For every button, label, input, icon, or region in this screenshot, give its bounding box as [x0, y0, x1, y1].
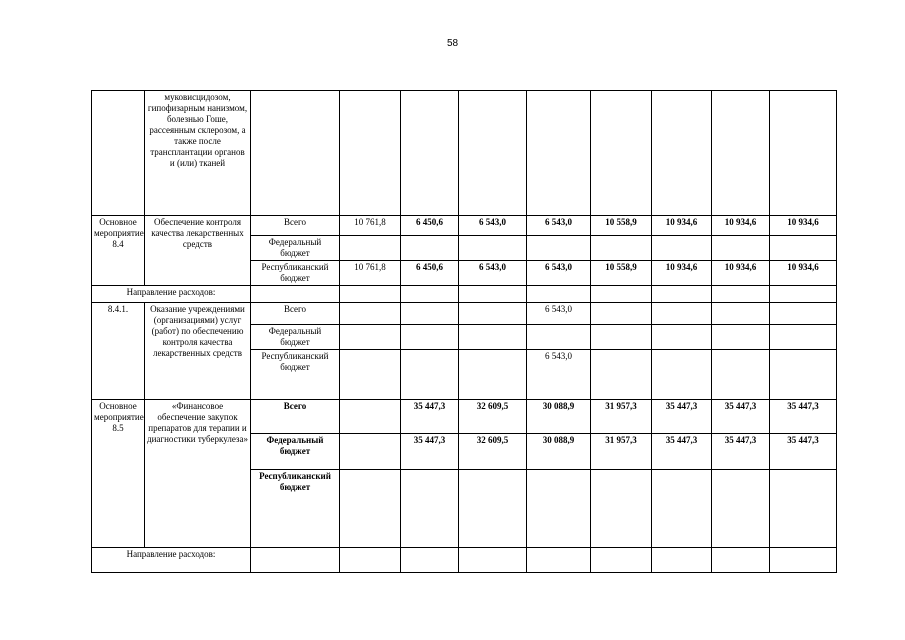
value-cell: 10 934,6: [770, 261, 837, 286]
value-cell: 6 543,0: [527, 261, 591, 286]
source-label: Всего: [251, 216, 340, 236]
value-cell: 10 934,6: [652, 216, 712, 236]
direction-label: Направление расходов:: [92, 548, 251, 573]
page-number: 58: [446, 38, 459, 49]
value-cell: 35 447,3: [401, 434, 459, 470]
table-row: [92, 400, 837, 434]
value-cell: 6 450,6: [401, 261, 459, 286]
measure-name: Обеспечение контроля качества лекарственных средств: [145, 216, 251, 286]
value-cell: 6 543,0: [459, 261, 527, 286]
value-cell: 35 447,3: [712, 434, 770, 470]
value-cell: 10 761,8: [340, 261, 401, 286]
table-row: [92, 548, 837, 573]
budget-table: [91, 90, 837, 573]
value-cell: 10 934,6: [770, 216, 837, 236]
value-cell: 31 957,3: [591, 400, 652, 434]
source-label: Всего: [251, 400, 340, 434]
measure-code: 8.4.1.: [92, 303, 145, 400]
value-cell: 10 558,9: [591, 261, 652, 286]
value-cell: 6 543,0: [527, 216, 591, 236]
source-label: Федеральный бюджет: [251, 434, 340, 470]
source-label: Республиканский бюджет: [251, 470, 340, 548]
value-cell: 6 450,6: [401, 216, 459, 236]
measure-name: Оказание учреждениями (организациями) услуг (работ) по обеспечению контроля качества лекарственных средств: [145, 303, 251, 400]
value-cell: 6 543,0: [527, 350, 591, 400]
measure-name-continued: муковисцидозом, гипофизарным нанизмом, болезнью Гоше, рассеянным склерозом, а также после трансплантации органов и (или) тканей: [145, 91, 251, 216]
source-label: Республиканский бюджет: [251, 261, 340, 286]
value-cell: 10 558,9: [591, 216, 652, 236]
value-cell: 32 609,5: [459, 400, 527, 434]
value-cell: 30 088,9: [527, 434, 591, 470]
direction-label: Направление расходов:: [92, 286, 251, 303]
value-cell: 31 957,3: [591, 434, 652, 470]
source-label: Всего: [251, 303, 340, 325]
value-cell: 10 934,6: [652, 261, 712, 286]
value-cell: 35 447,3: [770, 434, 837, 470]
value-cell: 35 447,3: [770, 400, 837, 434]
value-cell: 10 761,8: [340, 216, 401, 236]
table-row: [92, 303, 837, 325]
value-cell: 35 447,3: [401, 400, 459, 434]
value-cell: 6 543,0: [527, 303, 591, 325]
value-cell: 35 447,3: [712, 400, 770, 434]
table-row: [92, 286, 837, 303]
value-cell: 30 088,9: [527, 400, 591, 434]
measure-code: Основное мероприятие 8.4: [92, 216, 145, 286]
value-cell: 10 934,6: [712, 216, 770, 236]
value-cell: 10 934,6: [712, 261, 770, 286]
value-cell: 32 609,5: [459, 434, 527, 470]
value-cell: 6 543,0: [459, 216, 527, 236]
value-cell: 35 447,3: [652, 400, 712, 434]
measure-code: Основное мероприятие 8.5: [92, 400, 145, 548]
value-cell: 35 447,3: [652, 434, 712, 470]
source-label: Федеральный бюджет: [251, 325, 340, 350]
table-row: [92, 91, 837, 216]
source-label: Республиканский бюджет: [251, 350, 340, 400]
table-row: [92, 216, 837, 236]
source-label: Федеральный бюджет: [251, 236, 340, 261]
measure-name: «Финансовое обеспечение закупок препаратов для терапии и диагностики туберкулеза»: [145, 400, 251, 548]
